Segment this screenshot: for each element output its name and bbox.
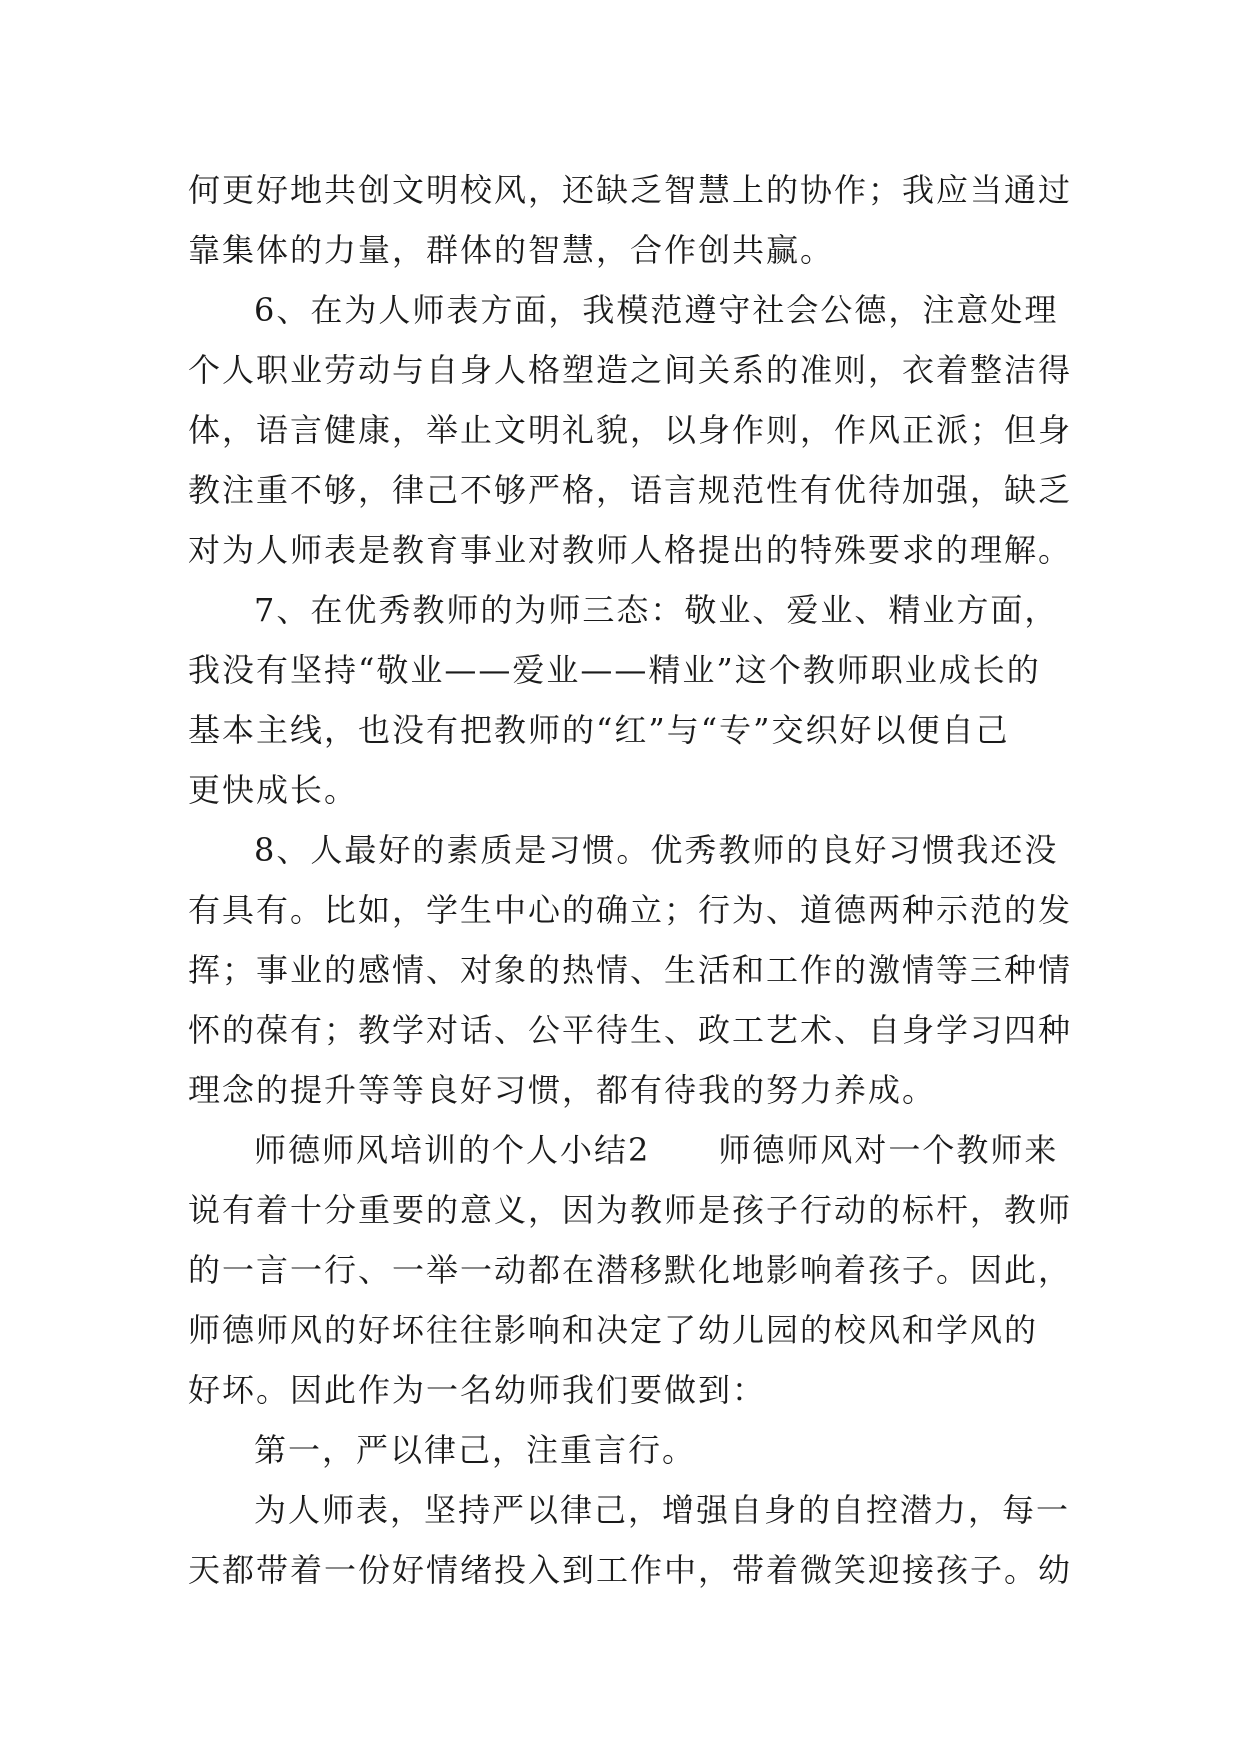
text-line-22: 第一，严以律己，注重言行。 xyxy=(254,1431,697,1469)
text-line-3: 6、在为人师表方面，我模范遵守社会公德，注意处理 xyxy=(254,291,1059,329)
text-line-16: 理念的提升等等良好习惯，都有待我的努力养成。 xyxy=(188,1071,937,1109)
text-line-1: 何更好地共创文明校风，还缺乏智慧上的协作；我应当通过 xyxy=(188,171,1073,209)
text-line-19: 的一言一行、一举一动都在潜移默化地影响着孩子。因此， xyxy=(188,1251,1073,1289)
text-line-6: 教注重不够，律己不够严格，语言规范性有优待加强，缺乏 xyxy=(188,471,1073,509)
text-line-13: 有具有。比如，学生中心的确立；行为、道德两种示范的发 xyxy=(188,891,1073,929)
text-line-18: 说有着十分重要的意义，因为教师是孩子行动的标杆，教师 xyxy=(188,1191,1073,1229)
document-body xyxy=(188,160,1073,1600)
text-line-17: 师德师风培训的个人小结2 师德师风对一个教师来 xyxy=(254,1131,1059,1169)
text-line-15: 怀的葆有；教学对话、公平待生、政工艺术、自身学习四种 xyxy=(188,1011,1073,1049)
text-line-8: 7、在优秀教师的为师三态：敬业、爱业、精业方面， xyxy=(254,591,1059,629)
text-line-24: 天都带着一份好情绪投入到工作中，带着微笑迎接孩子。幼 xyxy=(188,1551,1073,1589)
text-line-7: 对为人师表是教育事业对教师人格提出的特殊要求的理解。 xyxy=(188,531,1073,569)
text-line-11: 更快成长。 xyxy=(188,771,359,809)
text-line-2: 靠集体的力量，群体的智慧，合作创共赢。 xyxy=(188,231,835,269)
text-line-10: 基本主线，也没有把教师的“红”与“专”交织好以便自己 xyxy=(188,711,1010,749)
text-line-23: 为人师表，坚持严以律己，增强自身的自控潜力，每一 xyxy=(254,1491,1071,1529)
text-line-20: 师德师风的好坏往往影响和决定了幼儿园的校风和学风的 xyxy=(188,1311,1039,1349)
text-line-12: 8、人最好的素质是习惯。优秀教师的良好习惯我还没 xyxy=(254,831,1059,869)
text-line-21: 好坏。因此作为一名幼师我们要做到： xyxy=(188,1371,767,1409)
text-line-9: 我没有坚持“敬业——爱业——精业”这个教师职业成长的 xyxy=(188,651,1041,689)
text-line-14: 挥；事业的感情、对象的热情、生活和工作的激情等三种情 xyxy=(188,951,1073,989)
text-line-5: 体，语言健康，举止文明礼貌，以身作则，作风正派；但身 xyxy=(188,411,1073,449)
text-line-4: 个人职业劳动与自身人格塑造之间关系的准则，衣着整洁得 xyxy=(188,351,1073,389)
